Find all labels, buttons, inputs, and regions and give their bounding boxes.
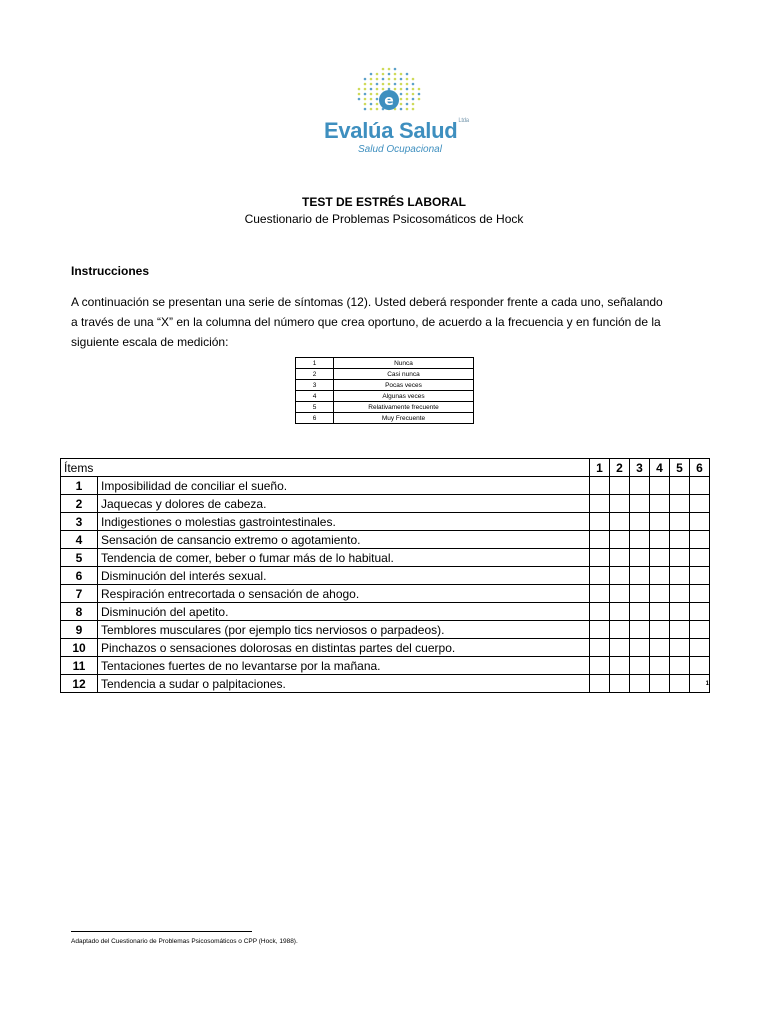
item-text: Indigestiones o molestias gastrointestinales.	[98, 513, 590, 531]
table-row	[61, 549, 710, 567]
answer-cell[interactable]	[610, 675, 630, 693]
table-row	[61, 621, 710, 639]
answer-cell[interactable]	[690, 513, 710, 531]
answer-cell[interactable]	[610, 477, 630, 495]
item-number: 11	[61, 657, 98, 675]
instructions-line: A continuación se presentan una serie de síntomas (12). Usted deberá responder frente a cada uno, señalando	[71, 295, 663, 309]
answer-cell[interactable]	[670, 675, 690, 693]
answer-cell[interactable]	[630, 477, 650, 495]
item-text: Tentaciones fuertes de no levantarse por la mañana.	[98, 657, 590, 675]
answer-cell[interactable]	[650, 639, 670, 657]
answer-cell[interactable]	[690, 567, 710, 585]
answer-cell[interactable]	[650, 657, 670, 675]
item-text: Tendencia a sudar o palpitaciones.	[98, 675, 590, 693]
answer-cell[interactable]	[650, 513, 670, 531]
items-header-row	[61, 459, 710, 477]
answer-cell[interactable]	[590, 495, 610, 513]
table-row	[61, 603, 710, 621]
answer-cell[interactable]	[650, 549, 670, 567]
svg-text:e: e	[384, 93, 394, 109]
item-text: Tendencia de comer, beber o fumar más de lo habitual.	[98, 549, 590, 567]
logo-superscript: Ltda	[458, 118, 469, 124]
column-header: 4	[650, 459, 670, 477]
scale-value: 3	[296, 380, 334, 391]
table-row	[61, 513, 710, 531]
item-number: 12	[61, 675, 98, 693]
answer-cell[interactable]	[670, 621, 690, 639]
answer-cell[interactable]	[590, 675, 610, 693]
answer-cell[interactable]	[650, 477, 670, 495]
scale-label: Algunas veces	[334, 391, 474, 402]
answer-cell[interactable]	[630, 549, 650, 567]
answer-cell[interactable]	[610, 567, 630, 585]
answer-cell[interactable]	[670, 603, 690, 621]
instructions-heading: Instrucciones	[71, 264, 150, 278]
logo-mark-icon	[354, 66, 424, 118]
logo-tagline: Salud Ocupacional	[358, 144, 442, 155]
answer-cell[interactable]	[610, 495, 630, 513]
answer-cell[interactable]	[590, 639, 610, 657]
answer-cell[interactable]	[590, 549, 610, 567]
scale-row	[296, 402, 474, 413]
footnote-reference: 1	[705, 680, 709, 687]
item-text: Jaquecas y dolores de cabeza.	[98, 495, 590, 513]
table-row	[61, 477, 710, 495]
instructions-line: siguiente escala de medición:	[71, 335, 229, 349]
item-number: 8	[61, 603, 98, 621]
column-header: 2	[610, 459, 630, 477]
answer-cell[interactable]	[690, 657, 710, 675]
scale-value: 6	[296, 413, 334, 424]
answer-cell[interactable]	[630, 621, 650, 639]
item-text: Temblores musculares (por ejemplo tics nerviosos o parpadeos).	[98, 621, 590, 639]
item-number: 1	[61, 477, 98, 495]
answer-cell[interactable]	[650, 621, 670, 639]
answer-cell[interactable]	[670, 639, 690, 657]
table-row	[61, 675, 710, 693]
item-text: Respiración entrecortada o sensación de ahogo.	[98, 585, 590, 603]
answer-cell[interactable]	[670, 531, 690, 549]
scale-row	[296, 391, 474, 402]
answer-cell[interactable]	[590, 585, 610, 603]
answer-cell[interactable]	[590, 513, 610, 531]
scale-row	[296, 413, 474, 424]
answer-cell[interactable]	[690, 621, 710, 639]
scale-row	[296, 369, 474, 380]
answer-cell[interactable]	[590, 603, 610, 621]
answer-cell[interactable]	[690, 585, 710, 603]
instructions-line: a través de una “X” en la columna del número que crea oportuno, de acuerdo a la frecuencia y en función de la	[71, 315, 661, 329]
company-logo	[318, 66, 469, 162]
items-table	[60, 458, 710, 693]
scale-label: Relativamente frecuente	[334, 402, 474, 413]
answer-cell[interactable]	[590, 657, 610, 675]
table-row	[61, 567, 710, 585]
answer-cell[interactable]	[650, 531, 670, 549]
answer-cell[interactable]	[590, 531, 610, 549]
item-number: 4	[61, 531, 98, 549]
scale-row	[296, 380, 474, 391]
answer-cell[interactable]	[610, 639, 630, 657]
answer-cell[interactable]	[690, 477, 710, 495]
item-text: Sensación de cansancio extremo o agotamiento.	[98, 531, 590, 549]
item-number: 10	[61, 639, 98, 657]
answer-cell[interactable]	[650, 603, 670, 621]
item-text: Disminución del interés sexual.	[98, 567, 590, 585]
item-text: Imposibilidad de conciliar el sueño.	[98, 477, 590, 495]
answer-cell[interactable]	[610, 549, 630, 567]
answer-cell[interactable]	[690, 639, 710, 657]
scale-label: Casi nunca	[334, 369, 474, 380]
item-text: Pinchazos o sensaciones dolorosas en distintas partes del cuerpo.	[98, 639, 590, 657]
item-number: 7	[61, 585, 98, 603]
column-header: 3	[630, 459, 650, 477]
item-number: 9	[61, 621, 98, 639]
answer-cell[interactable]	[610, 513, 630, 531]
answer-cell[interactable]	[630, 603, 650, 621]
document-title: TEST DE ESTRÉS LABORAL	[301, 195, 466, 209]
answer-cell[interactable]	[650, 495, 670, 513]
instructions-paragraph	[71, 292, 711, 352]
answer-cell[interactable]	[690, 549, 710, 567]
logo-name: Evalúa Salud$^{Ltda}$	[324, 118, 469, 143]
scale-value: 2	[296, 369, 334, 380]
column-header: 1	[590, 459, 610, 477]
item-number: 3	[61, 513, 98, 531]
scale-row	[296, 358, 474, 369]
answer-cell[interactable]	[590, 567, 610, 585]
answer-cell[interactable]	[630, 567, 650, 585]
answer-cell[interactable]	[610, 585, 630, 603]
answer-cell[interactable]	[670, 495, 690, 513]
answer-cell[interactable]	[630, 513, 650, 531]
answer-cell[interactable]	[590, 621, 610, 639]
item-number: 6	[61, 567, 98, 585]
document-subtitle: Cuestionario de Problemas Psicosomáticos de Hock	[244, 212, 524, 226]
answer-cell[interactable]	[690, 603, 710, 621]
answer-cell[interactable]	[630, 675, 650, 693]
answer-cell[interactable]	[670, 549, 690, 567]
answer-cell[interactable]	[610, 531, 630, 549]
table-row	[61, 585, 710, 603]
answer-cell[interactable]	[630, 495, 650, 513]
table-row	[61, 531, 710, 549]
item-number: 5	[61, 549, 98, 567]
answer-cell[interactable]	[650, 585, 670, 603]
column-header: 6	[690, 459, 710, 477]
scale-value: 1	[296, 358, 334, 369]
footnote-separator	[71, 931, 252, 932]
table-row	[61, 639, 710, 657]
scale-label: Muy Frecuente	[334, 413, 474, 424]
frequency-scale-table	[295, 357, 474, 424]
answer-cell[interactable]	[670, 657, 690, 675]
answer-cell[interactable]	[630, 639, 650, 657]
answer-cell[interactable]	[650, 567, 670, 585]
scale-value: 4	[296, 391, 334, 402]
scale-label: Pocas veces	[334, 380, 474, 391]
answer-cell[interactable]	[610, 621, 630, 639]
answer-cell[interactable]	[670, 477, 690, 495]
scale-label: Nunca	[334, 358, 474, 369]
answer-cell[interactable]	[670, 513, 690, 531]
answer-cell[interactable]	[630, 585, 650, 603]
answer-cell[interactable]	[650, 675, 670, 693]
answer-cell[interactable]	[690, 495, 710, 513]
footnote-text: Adaptado del Cuestionario de Problemas Psicosomáticos o CPP (Hock, 1988).	[71, 938, 298, 945]
item-number: 2	[61, 495, 98, 513]
items-header: Ítems	[61, 459, 590, 477]
answer-cell[interactable]	[690, 675, 710, 693]
column-header: 5	[670, 459, 690, 477]
answer-cell[interactable]	[670, 567, 690, 585]
table-row	[61, 495, 710, 513]
table-row	[61, 657, 710, 675]
answer-cell[interactable]	[690, 531, 710, 549]
scale-value: 5	[296, 402, 334, 413]
answer-cell[interactable]	[630, 657, 650, 675]
answer-cell[interactable]	[590, 477, 610, 495]
answer-cell[interactable]	[610, 657, 630, 675]
item-text: Disminución del apetito.	[98, 603, 590, 621]
answer-cell[interactable]	[670, 585, 690, 603]
answer-cell[interactable]	[630, 531, 650, 549]
answer-cell[interactable]	[610, 603, 630, 621]
